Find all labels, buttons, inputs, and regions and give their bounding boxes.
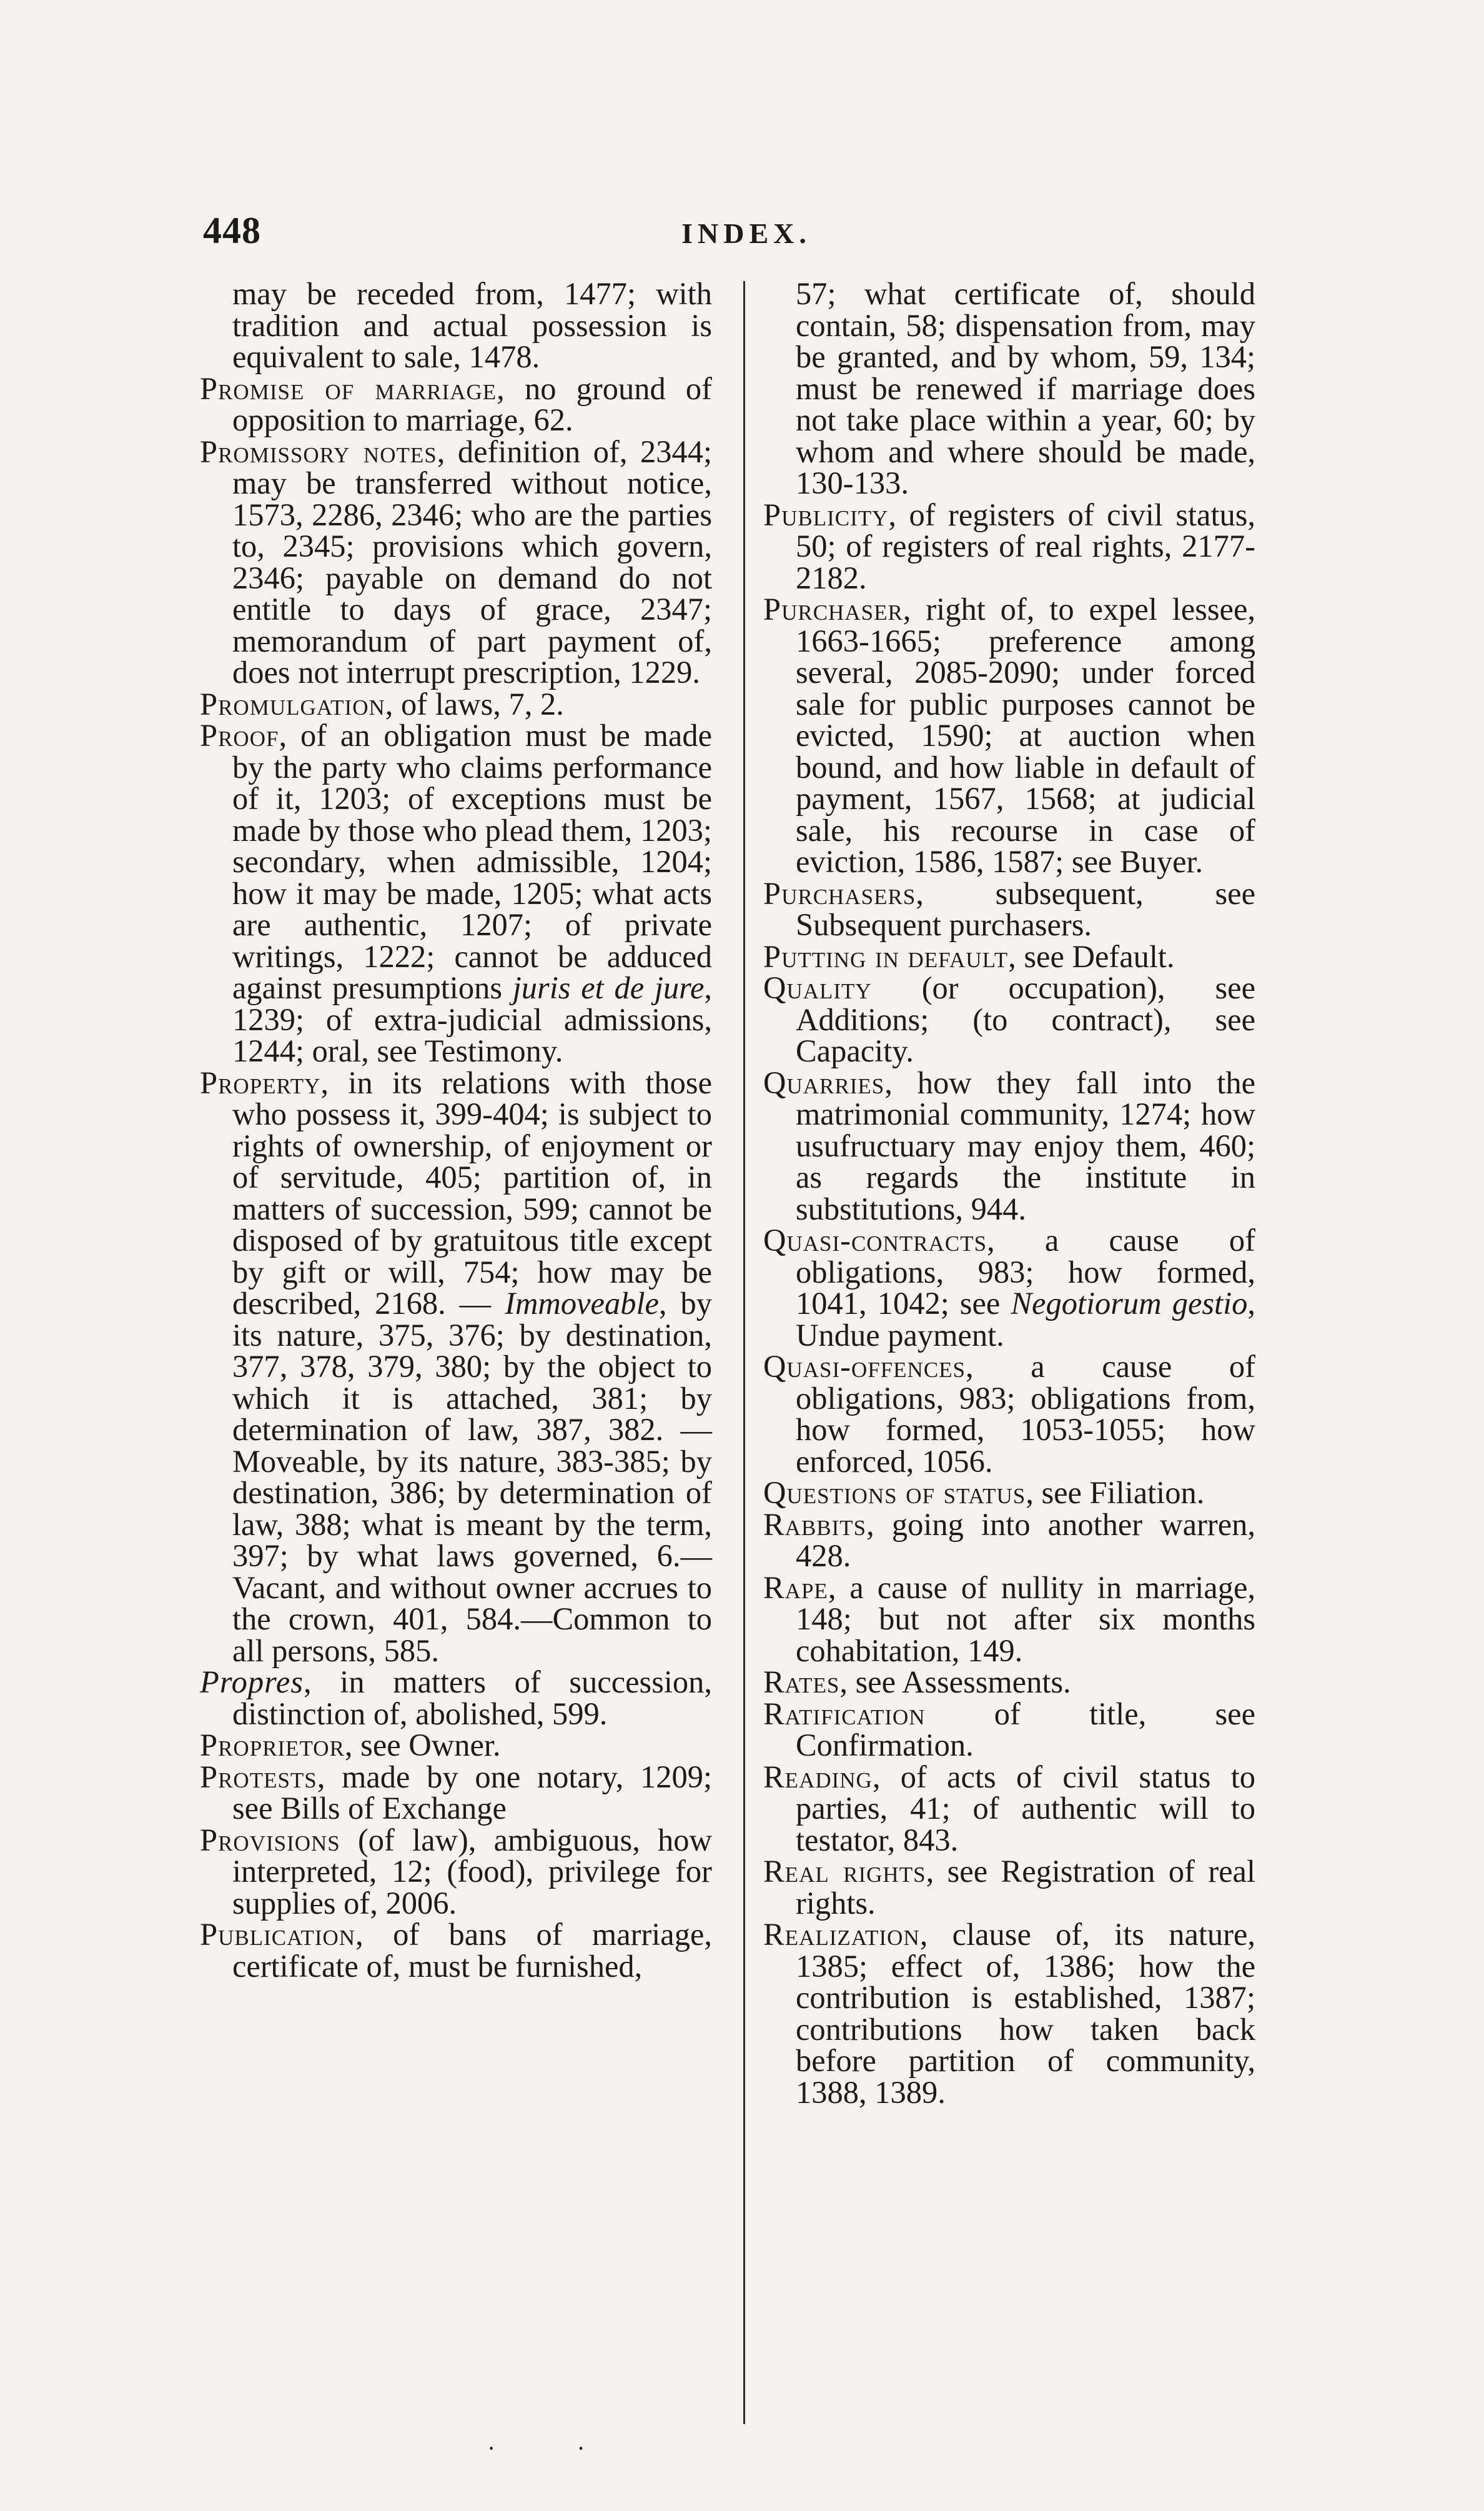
entry-heading: Purchasers — [763, 875, 916, 911]
index-entry — [763, 278, 1255, 499]
entry-text: , see Assessments. — [839, 1664, 1071, 1699]
entry-text: , how they fall into the matrimonial community, 1274; how usufructuary may enjoy them, 460; as regards the institute in substitutions, 944. — [796, 1065, 1255, 1226]
entry-text: , going into another warren, 428. — [796, 1506, 1255, 1573]
entry-heading: Protests — [200, 1759, 317, 1794]
entry-text: , subsequent, see Subsequent purchasers. — [796, 875, 1255, 942]
entry-text: , of an obligation must be made by the party who claims performance of it, 1203; of exceptions must be made by those who plead them, 1203; secondary, when admissible, 1204; how it may be made, 1205; what acts are authentic, 1207; of private writings, 1222; cannot be adduced against presumptions — [232, 718, 712, 1005]
entry-heading: Publication — [200, 1917, 356, 1952]
index-entry — [763, 594, 1255, 878]
entry-heading: Quasi-contracts — [763, 1223, 987, 1258]
index-entry — [200, 1729, 712, 1761]
running-title: INDEX. — [681, 217, 811, 249]
entry-heading: Putting in default — [763, 938, 1009, 974]
entry-text: , of acts of civil status to parties, 41; of authentic will to testator, 843. — [796, 1759, 1255, 1857]
entry-heading: Property — [200, 1065, 321, 1100]
entry-heading: Quality — [763, 970, 872, 1005]
entry-italic-term: Negotiorum gestio — [1011, 1286, 1248, 1321]
index-entry — [200, 1919, 712, 1982]
entry-heading: Proprietor — [200, 1728, 345, 1763]
entry-heading: Promulgation — [200, 686, 385, 722]
entry-text: , clause of, its nature, 1385; effect of, 1386; how the contribution is established, 1387; contributions how taken back before partition of community, 1388, 1389. — [796, 1917, 1255, 2110]
entry-heading: Reading — [763, 1759, 873, 1794]
index-entry — [763, 1569, 1255, 1668]
entry-heading: Questions of status — [763, 1475, 1026, 1510]
index-entry — [200, 370, 712, 437]
entry-text: , see Registration of real rights. — [796, 1854, 1256, 1921]
index-entry — [763, 875, 1255, 942]
entry-heading: Realization — [763, 1917, 920, 1952]
entry-text: , see Owner. — [344, 1728, 501, 1763]
entry-text: 57; what certificate of, should contain, 58; dispensation from, may be granted, and by whom, 59, 134; must be renewed if marriage does not take place within a year, 60; by whom and where should be made, 130-133. — [796, 276, 1255, 500]
entry-text: , a cause of obligations, 983; obligations from, how formed, 1053-1055; how enforced, 1056. — [796, 1349, 1255, 1479]
page-number: 448 — [203, 210, 261, 251]
index-entry — [763, 938, 1255, 974]
entry-text-tail: , by its nature, 375, 376; by destination, 377, 378, 379, 380; by the object to which it is attached, 381; by determination of law, 387, 382. — Moveable, by its nature, 383-385; by destination, 386; by determination of law, 388; what is meant by the term, 397; by what laws governed, 6.—Vacant, and without owner accrues to the crown, 401, 584.—Common to all persons, 585. — [232, 1286, 713, 1668]
entry-text: , made by one notary, 1209; see Bills of Exchange — [232, 1759, 712, 1826]
entry-heading: Purchaser — [763, 592, 903, 627]
entry-text: may be receded from, 1477; with tradition and actual possession is equivalent to sale, 1478. — [232, 276, 712, 374]
index-entry — [763, 1506, 1255, 1573]
entry-heading: Promissory notes — [200, 434, 437, 469]
entry-text: , see Filiation. — [1026, 1475, 1205, 1510]
index-entry — [200, 1067, 712, 1667]
entry-text: , of laws, 7, 2. — [385, 686, 564, 722]
entry-heading: Promise of marriage — [200, 370, 497, 406]
entry-text: , of registers of civil status, 50; of registers of real rights, 2177-2182. — [796, 497, 1255, 595]
entry-text: , in matters of succession, distinction of, abolished, 599. — [232, 1664, 712, 1731]
left-column — [200, 278, 712, 1982]
entry-text: , definition of, 2344; may be transferred without notice, 1573, 2286, 2346; who are the parties to, 2345; provisions which govern, 2346; payable on demand do not entitle to days of grace, 2347; memorandum of part payment of, does not interrupt prescription, 1229. — [232, 434, 713, 690]
index-entry — [763, 1477, 1255, 1509]
entry-text: , a cause of obligations, 983; how formed, 1041, 1042; see — [796, 1223, 1255, 1321]
entry-text: , no ground of opposition to marriage, 62. — [232, 370, 712, 437]
entry-text: (or occupation), see Additions; (to contract), see Capacity. — [796, 970, 1255, 1068]
entry-heading: Quarries — [763, 1065, 885, 1100]
index-entry — [763, 1666, 1255, 1698]
index-entry — [763, 1067, 1255, 1225]
entry-text-tail: , 1239; of extra-judicial admissions, 1244; oral, see Testimony. — [232, 970, 713, 1068]
index-entry — [763, 499, 1255, 594]
entry-heading: Real rights — [763, 1854, 926, 1889]
index-entry — [200, 1824, 712, 1919]
printer-marks: · · — [487, 2434, 623, 2462]
entry-heading: Ratification — [763, 1696, 926, 1731]
index-entry — [763, 1919, 1255, 2108]
index-entry — [200, 1761, 712, 1824]
index-entry — [200, 436, 712, 689]
entry-heading: Quasi-offences — [763, 1349, 966, 1384]
index-entry — [200, 686, 712, 722]
entry-heading: Provisions — [200, 1822, 340, 1857]
index-entry — [200, 720, 712, 1067]
entry-text: , in its relations with those who possess it, 399-404; is subject to rights of ownership, of enjoyment or of servitude, 405; partition of, in matters of succession, 599; cannot be disposed of by gratuitous title except by gift or will, 754; how may be described, 2168. — — [232, 1065, 712, 1321]
index-entry — [763, 1856, 1255, 1919]
entry-text: , see Default. — [1008, 938, 1175, 974]
page-header — [203, 203, 1290, 272]
index-entry — [763, 1351, 1255, 1477]
entry-text: , right of, to expel lessee, 1663-1665; preference among several, 2085-2090; under forced sale for public purposes cannot be evicted, 1590; at auction when bound, and how liable in default of payment, 1567, 1568; at judicial sale, his recourse in case of eviction, 1586, 1587; see Buyer. — [796, 592, 1255, 879]
entry-heading: Rates — [763, 1664, 840, 1699]
right-column — [763, 278, 1255, 2108]
index-entry — [763, 972, 1255, 1067]
entry-heading: Propres — [200, 1664, 304, 1699]
entry-text-tail: , Undue payment. — [796, 1286, 1255, 1353]
column-divider — [743, 281, 745, 2424]
index-entry — [763, 1761, 1255, 1856]
entry-text: , a cause of nullity in marriage, 148; but not after six months cohabitation, 149. — [796, 1569, 1255, 1668]
entry-text: of title, see Confirmation. — [796, 1696, 1255, 1763]
index-entry — [200, 1666, 712, 1729]
entry-heading: Proof — [200, 718, 279, 753]
entry-heading: Rape — [763, 1569, 828, 1605]
entry-italic-term: Immoveable — [505, 1286, 659, 1321]
index-entry — [763, 1698, 1255, 1761]
entry-italic-term: juris et de jure — [512, 970, 705, 1005]
entry-heading: Publicity — [763, 497, 889, 532]
entry-text: (of law), ambiguous, how interpreted, 12; (food), privilege for supplies of, 2006. — [232, 1822, 712, 1921]
index-entry — [200, 278, 712, 373]
entry-heading: Rabbits — [763, 1506, 867, 1542]
index-entry — [763, 1225, 1255, 1351]
entry-text: , of bans of marriage, certificate of, must be furnished, — [232, 1917, 712, 1984]
